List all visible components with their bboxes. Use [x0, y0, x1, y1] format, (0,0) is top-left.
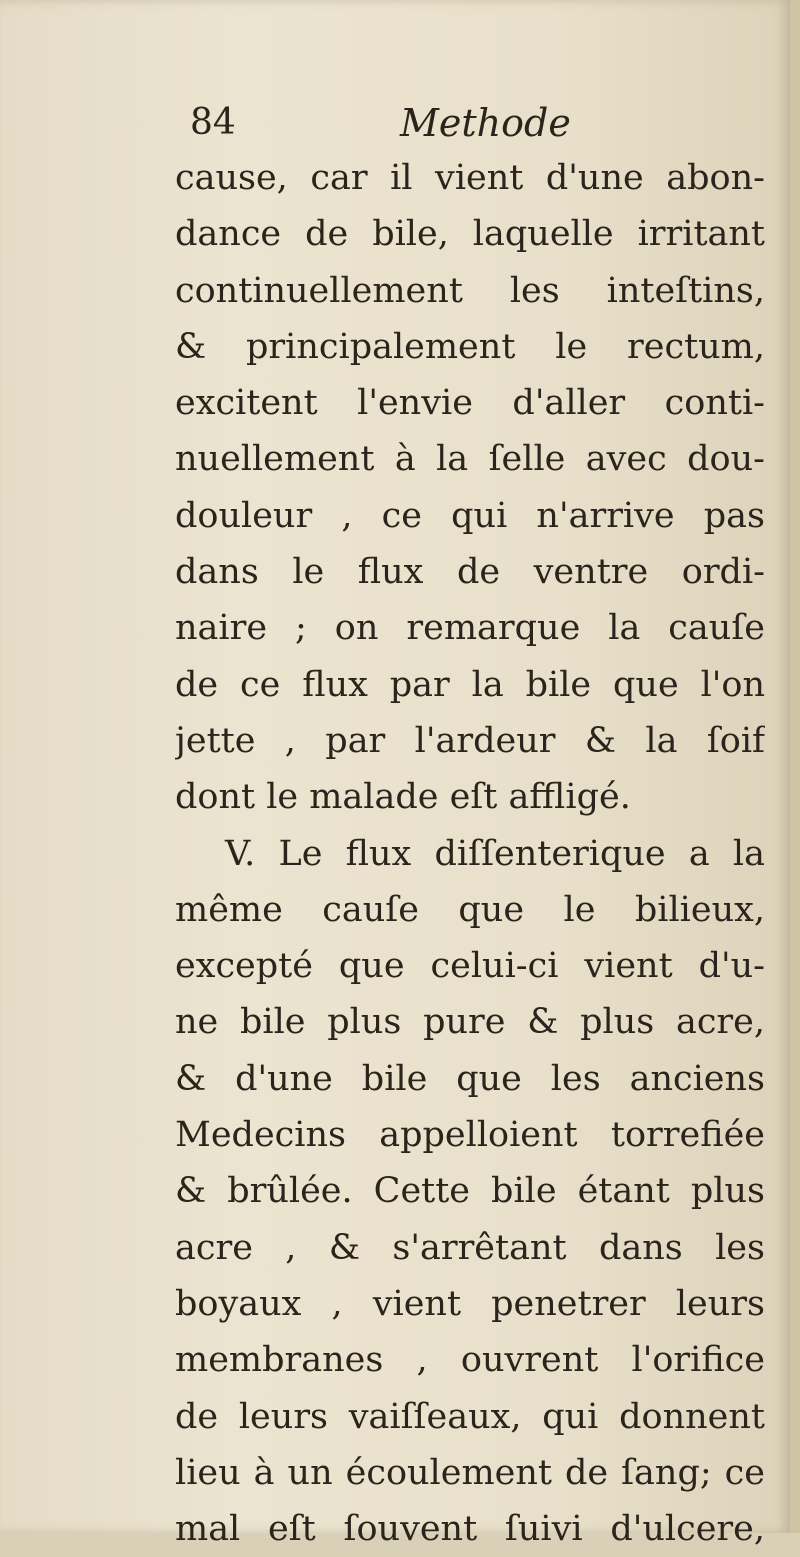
- text-line: jette , par l'ardeur & la ſoif: [175, 720, 765, 761]
- text-line: dans le flux de ventre ordi-: [175, 552, 765, 593]
- body-text: [175, 150, 765, 1557]
- text-line: de leurs vaiſſeaux, qui donnent: [175, 1396, 765, 1437]
- text-line: & principalement le rectum,: [175, 326, 765, 367]
- text-line: acre , & s'arrêtant dans les: [175, 1227, 765, 1268]
- text-line: & d'une bile que les anciens: [175, 1058, 765, 1099]
- text-line: douleur , ce qui n'arrive pas: [175, 495, 765, 536]
- text-line: mal eſt ſouvent ſuivi d'ulcere,: [175, 1509, 765, 1550]
- text-line: excitent l'envie d'aller conti-: [175, 383, 765, 424]
- text-line: excepté que celui-ci vient d'u-: [175, 946, 765, 987]
- text-line: même cauſe que le bilieux,: [175, 889, 765, 930]
- text-line: membranes , ouvrent l'orifice: [175, 1340, 765, 1381]
- text-line: & brûlée. Cette bile étant plus: [175, 1171, 765, 1212]
- text-line: dance de bile, laquelle irritant: [175, 214, 765, 255]
- text-line: de ce flux par la bile que l'on: [175, 664, 765, 705]
- text-line: continuellement les inteſtins,: [175, 270, 765, 311]
- page-header: [190, 98, 750, 148]
- text-line: lieu à un écoulement de ſang; ce: [175, 1452, 765, 1493]
- page-number: 84: [190, 102, 236, 143]
- text-line: naire ; on remarque la cauſe: [175, 608, 765, 649]
- text-line: Medecins appelloient torrefiée: [175, 1115, 765, 1156]
- paragraph-start-line: V. Le flux diſſenterique a la: [225, 833, 765, 874]
- text-line: ne bile plus pure & plus acre,: [175, 1002, 765, 1043]
- text-line: boyaux , vient penetrer leurs: [175, 1283, 765, 1324]
- text-line: nuellement à la ſelle avec dou-: [175, 439, 765, 480]
- text-line: cause, car il vient d'une abon-: [175, 158, 765, 198]
- paragraph-end-line: dont le malade eſt affligé.: [175, 777, 631, 818]
- running-title: Methode: [400, 101, 571, 145]
- page-edge: [790, 0, 800, 1533]
